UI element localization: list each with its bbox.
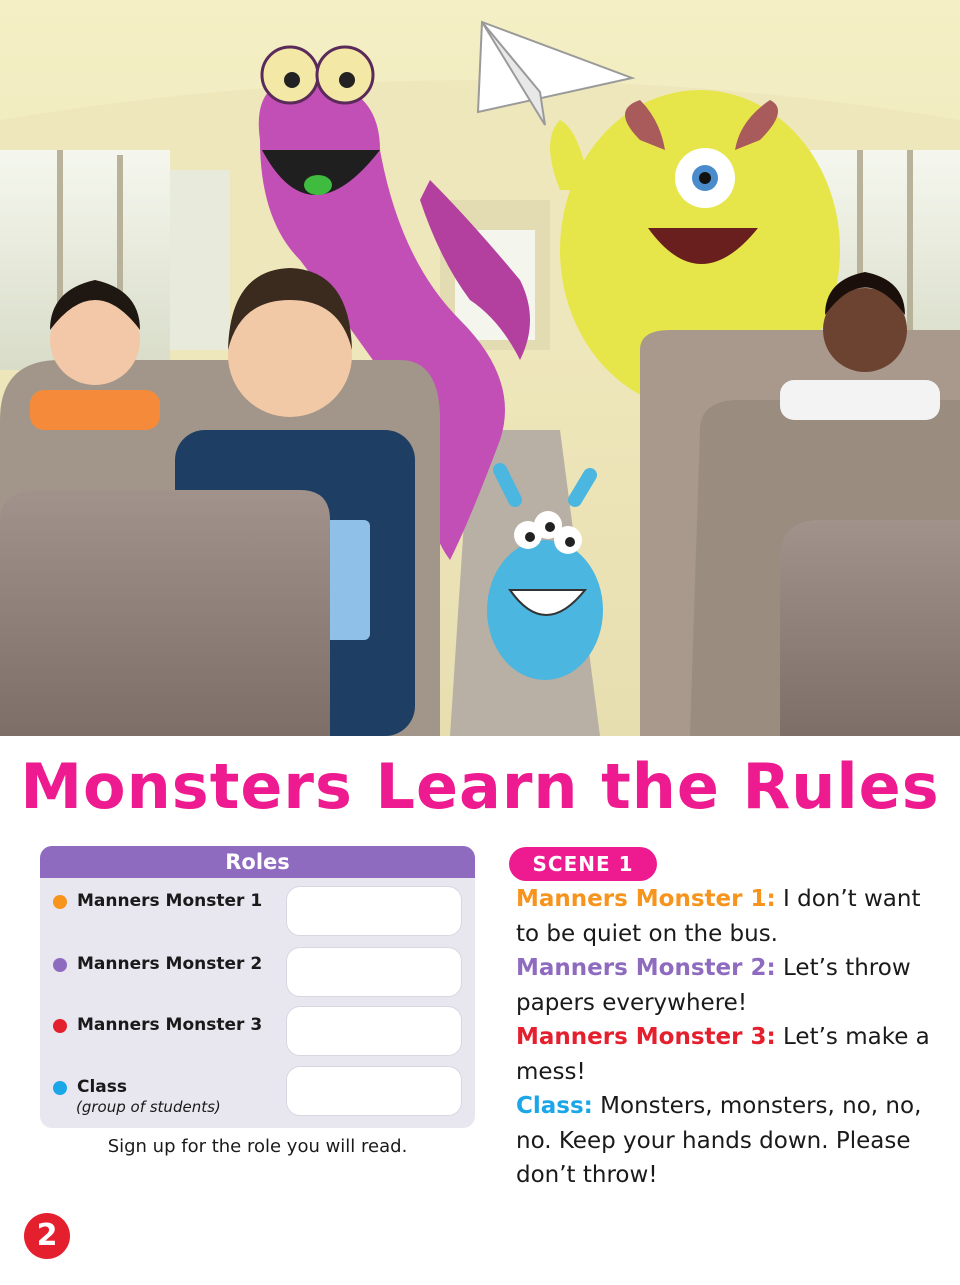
script-line <box>516 1020 936 1089</box>
line-text: Let’s throw papers everywhere! <box>516 955 911 1016</box>
role-signup-field[interactable] <box>286 1006 462 1056</box>
role-signup-field[interactable] <box>286 886 462 936</box>
role-row-class <box>40 1066 475 1118</box>
role-signup-field[interactable] <box>286 1066 462 1116</box>
role-signup-field[interactable] <box>286 947 462 997</box>
role-name: Class <box>77 1077 128 1097</box>
roles-caption: Sign up for the role you will read. <box>107 1136 408 1157</box>
script-line <box>516 882 936 951</box>
page-number: 2 <box>24 1213 70 1259</box>
role-name: Manners Monster 3 <box>77 1015 263 1035</box>
line-text: I don’t want to be quiet on the bus. <box>516 886 921 947</box>
speaker-label: Manners Monster 3: <box>516 1024 776 1050</box>
purple-dot-icon <box>53 958 67 972</box>
scene-badge: SCENE 1 <box>509 847 657 881</box>
blue-dot-icon <box>53 1081 67 1095</box>
script-line <box>516 1089 936 1193</box>
script-line <box>516 951 936 1020</box>
script-text <box>516 882 936 1193</box>
role-subtitle: (group of students) <box>76 1098 221 1116</box>
roles-panel <box>40 846 475 1128</box>
page-title: Monsters Learn the Rules <box>20 750 940 823</box>
role-row-manners-monster-3 <box>40 1006 475 1058</box>
role-name: Manners Monster 1 <box>77 891 263 911</box>
role-row-manners-monster-1 <box>40 886 475 938</box>
red-dot-icon <box>53 1019 67 1033</box>
line-text: Let’s make a mess! <box>516 1024 930 1085</box>
roles-header: Roles <box>40 846 475 878</box>
speaker-label: Manners Monster 1: <box>516 886 776 912</box>
line-text: Monsters, monsters, no, no, no. Keep your hands down. Please don’t throw! <box>516 1093 922 1188</box>
role-row-manners-monster-2 <box>40 947 475 999</box>
orange-dot-icon <box>53 895 67 909</box>
speaker-label: Manners Monster 2: <box>516 955 776 981</box>
speaker-label: Class: <box>516 1093 593 1119</box>
role-name: Manners Monster 2 <box>77 954 263 974</box>
